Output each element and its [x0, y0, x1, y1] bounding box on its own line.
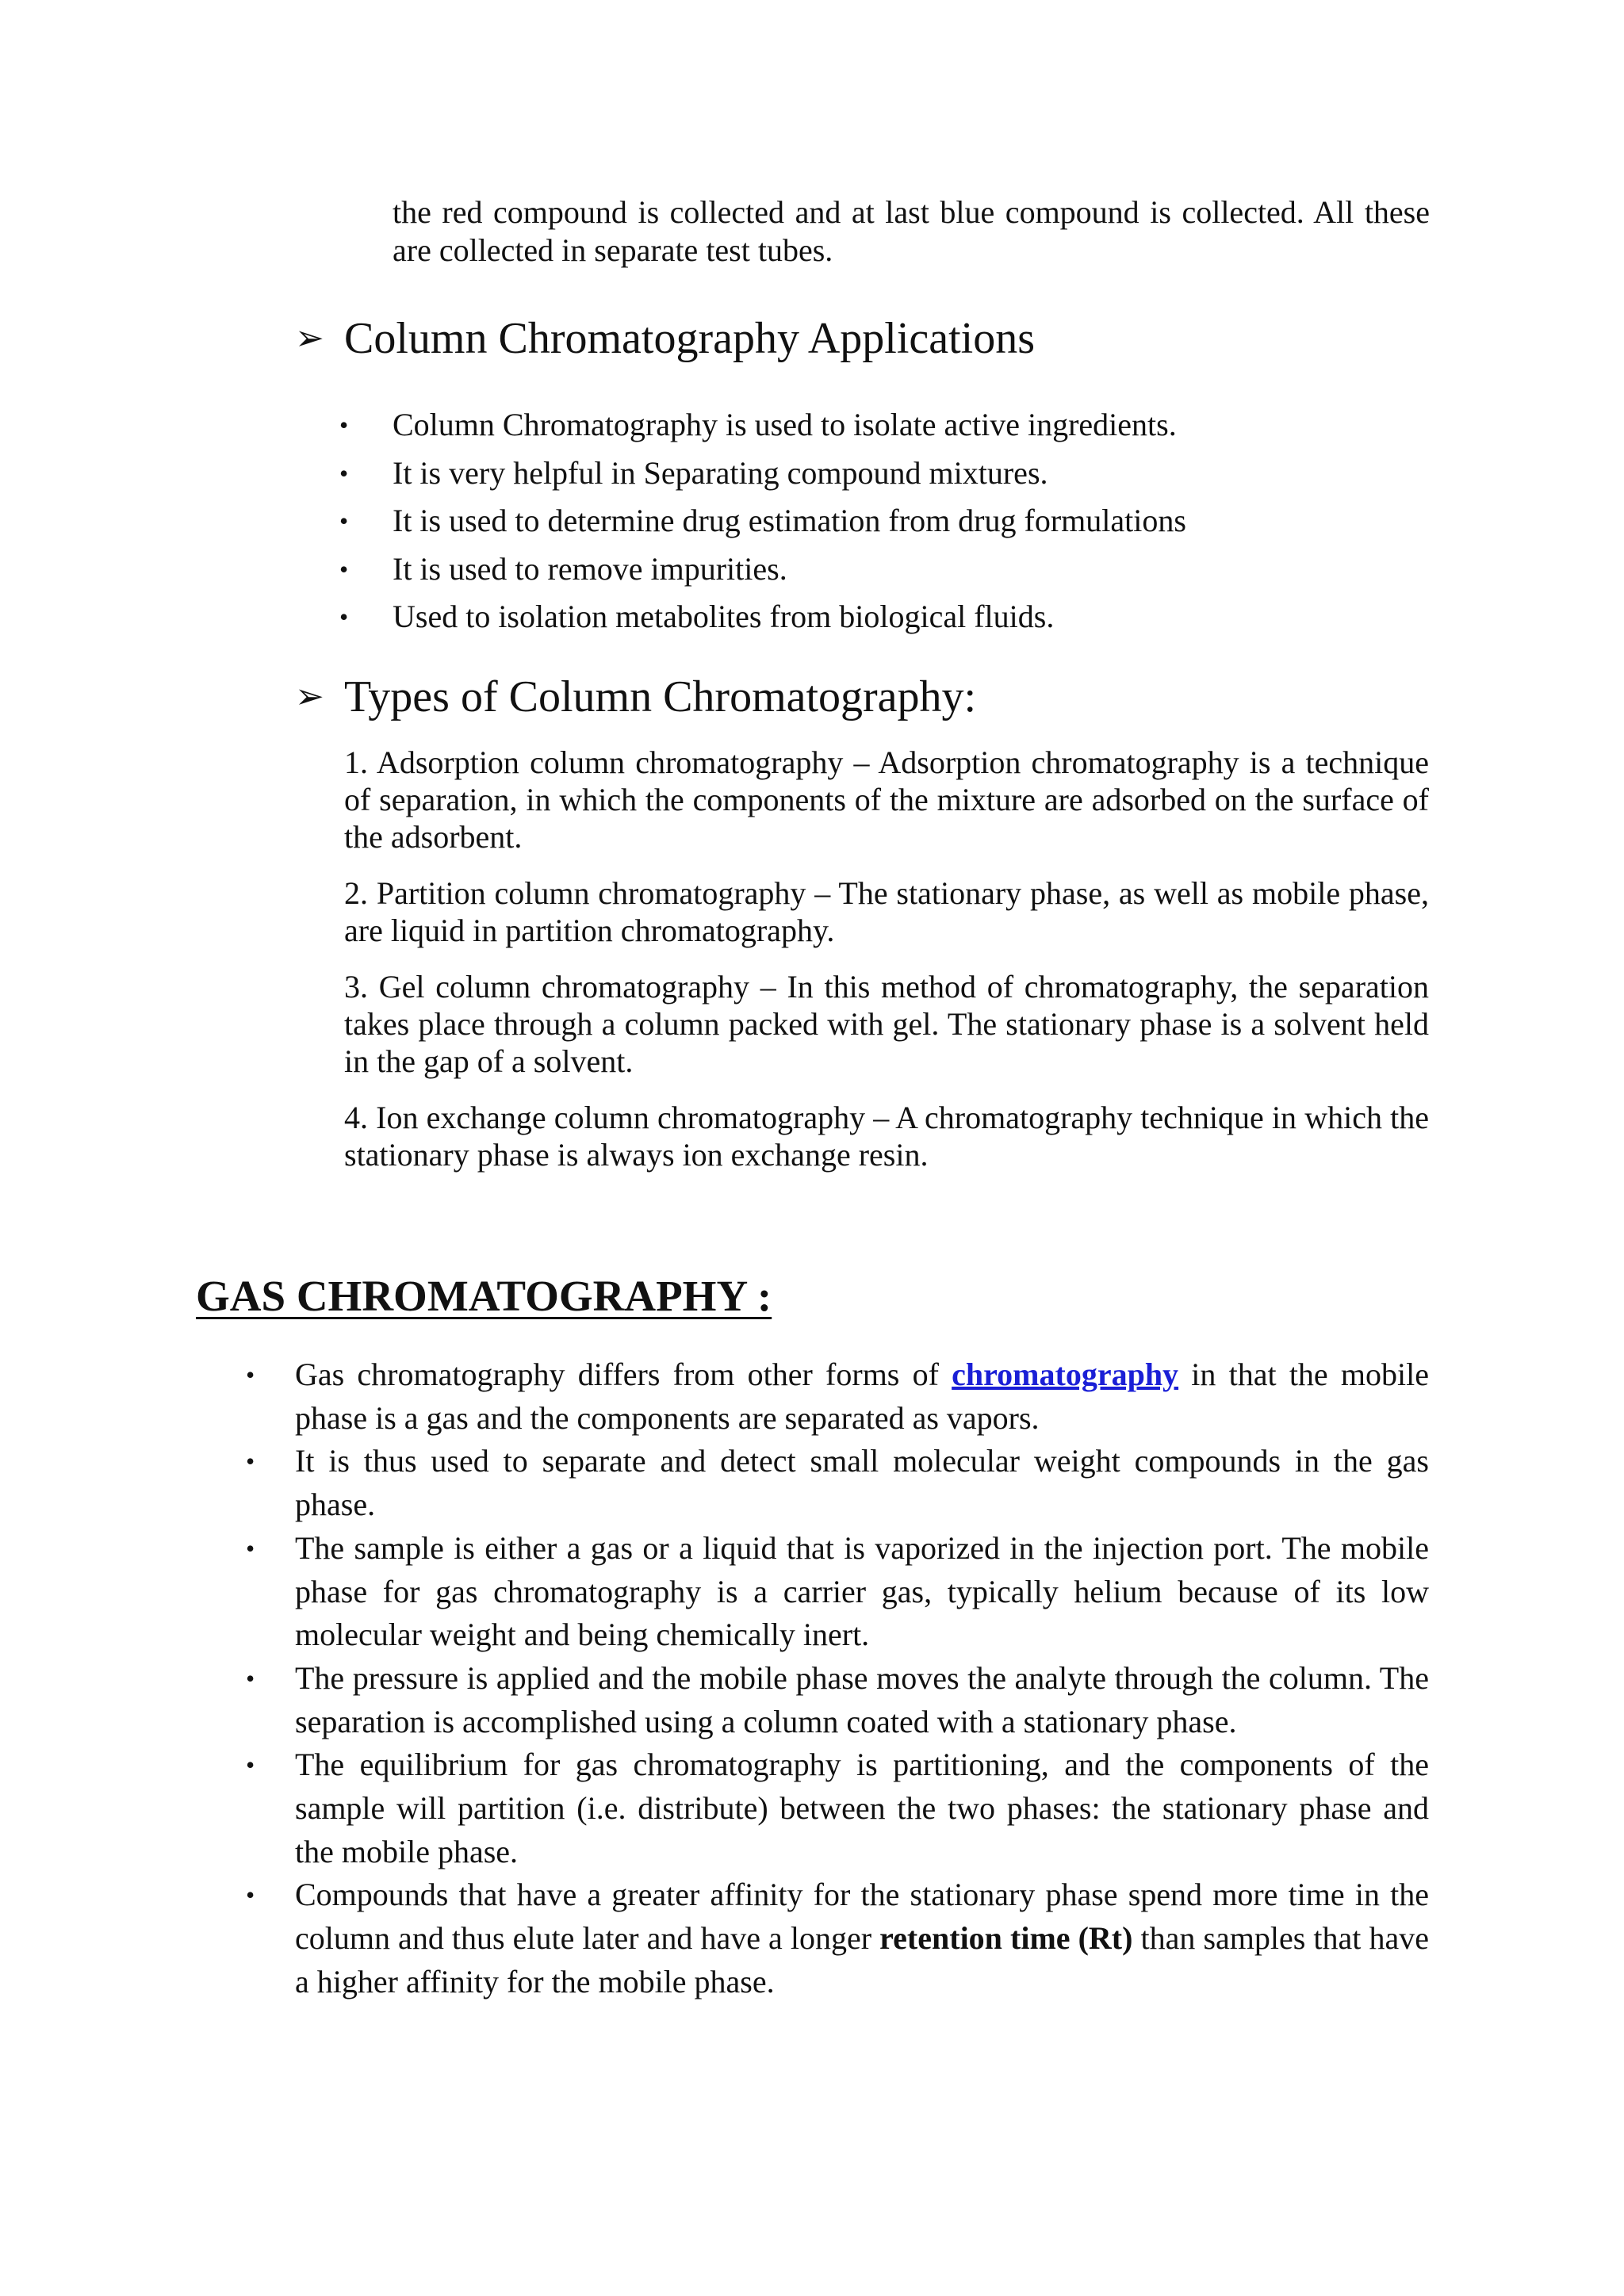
- list-item: • The sample is either a gas or a liquid that is vaporized in the injection port. The mobile phase for gas chromatography is a carrier gas, typically helium because of its low molecular weight and being chemically inert.: [246, 1527, 1429, 1657]
- arrowhead-bullet-icon: ➢: [295, 318, 324, 358]
- list-item: • Gas chromatography differs from other forms of chromatography in that the mobile phase is a gas and the components are separated as vapors.: [246, 1353, 1429, 1440]
- type-paragraph: 4. Ion exchange column chromatography – A chromatography technique in which the stationary phase is always ion exchange resin.: [344, 1100, 1429, 1173]
- applications-list: [333, 401, 1443, 641]
- bullet-dot-icon: •: [339, 554, 349, 584]
- list-item: • It is very helpful in Separating compound mixtures.: [333, 450, 1443, 498]
- list-item: • Compounds that have a greater affinity for the stationary phase spend more time in the column and thus elute later and have a longer retention time (Rt) than samples that have a higher affinity for the mobile phase.: [246, 1873, 1429, 2003]
- bullet-dot-icon: •: [246, 1360, 255, 1389]
- type-paragraph: 3. Gel column chromatography – In this method of chromatography, the separation takes place through a column packed with gel. The stationary phase is a solvent held in the gap of a solvent.: [344, 969, 1429, 1079]
- bullet-dot-icon: •: [339, 458, 349, 488]
- types-heading: [295, 671, 1429, 723]
- applications-heading-text: Column Chromatography Applications: [344, 314, 1036, 363]
- types-heading-text: Types of Column Chromatography:: [344, 672, 977, 721]
- bullet-dot-icon: •: [246, 1663, 255, 1693]
- bullet-dot-icon: •: [246, 1881, 255, 1910]
- list-item: • The pressure is applied and the mobile phase moves the analyte through the column. The separation is accomplished using a column coated with a stationary phase.: [246, 1657, 1429, 1743]
- bullet-dot-icon: •: [246, 1447, 255, 1476]
- list-item: • Column Chromatography is used to isolate active ingredients.: [333, 401, 1443, 450]
- gas-chromatography-title: GAS CHROMATOGRAPHY :: [196, 1272, 772, 1320]
- arrowhead-bullet-icon: ➢: [295, 676, 324, 717]
- list-item: • The equilibrium for gas chromatography is partitioning, and the components of the sample will partition (i.e. distribute) between the two phases: the stationary phase and the mobile phase.: [246, 1743, 1429, 1873]
- retention-time-term: retention time (Rt): [879, 1920, 1133, 1957]
- bullet-dot-icon: •: [339, 507, 349, 535]
- bullet-dot-icon: •: [246, 1533, 255, 1563]
- applications-heading: [295, 312, 1429, 365]
- type-paragraph: 1. Adsorption column chromatography – Adsorption chromatography is a technique of separation, in which the components of the mixture are adsorbed on the surface of the adsorbent.: [344, 744, 1429, 855]
- bullet-dot-icon: •: [339, 411, 349, 439]
- list-item: • It is used to remove impurities.: [333, 545, 1443, 594]
- list-item: • It is used to determine drug estimation from drug formulations: [333, 497, 1443, 545]
- intro-paragraph: the red compound is collected and at last blue compound is collected. All these are collected in separate test tubes.: [393, 194, 1430, 268]
- list-item: • Used to isolation metabolites from biological fluids.: [333, 593, 1443, 641]
- types-list: [344, 744, 1429, 1192]
- type-paragraph: 2. Partition column chromatography – The stationary phase, as well as mobile phase, are liquid in partition chromatography.: [344, 875, 1429, 948]
- bullet-dot-icon: •: [339, 603, 349, 631]
- chromatography-link[interactable]: chromatography: [952, 1357, 1179, 1392]
- list-item: • It is thus used to separate and detect small molecular weight compounds in the gas phase.: [246, 1440, 1429, 1526]
- bullet-dot-icon: •: [246, 1751, 255, 1780]
- gas-chromatography-list: [246, 1353, 1429, 2004]
